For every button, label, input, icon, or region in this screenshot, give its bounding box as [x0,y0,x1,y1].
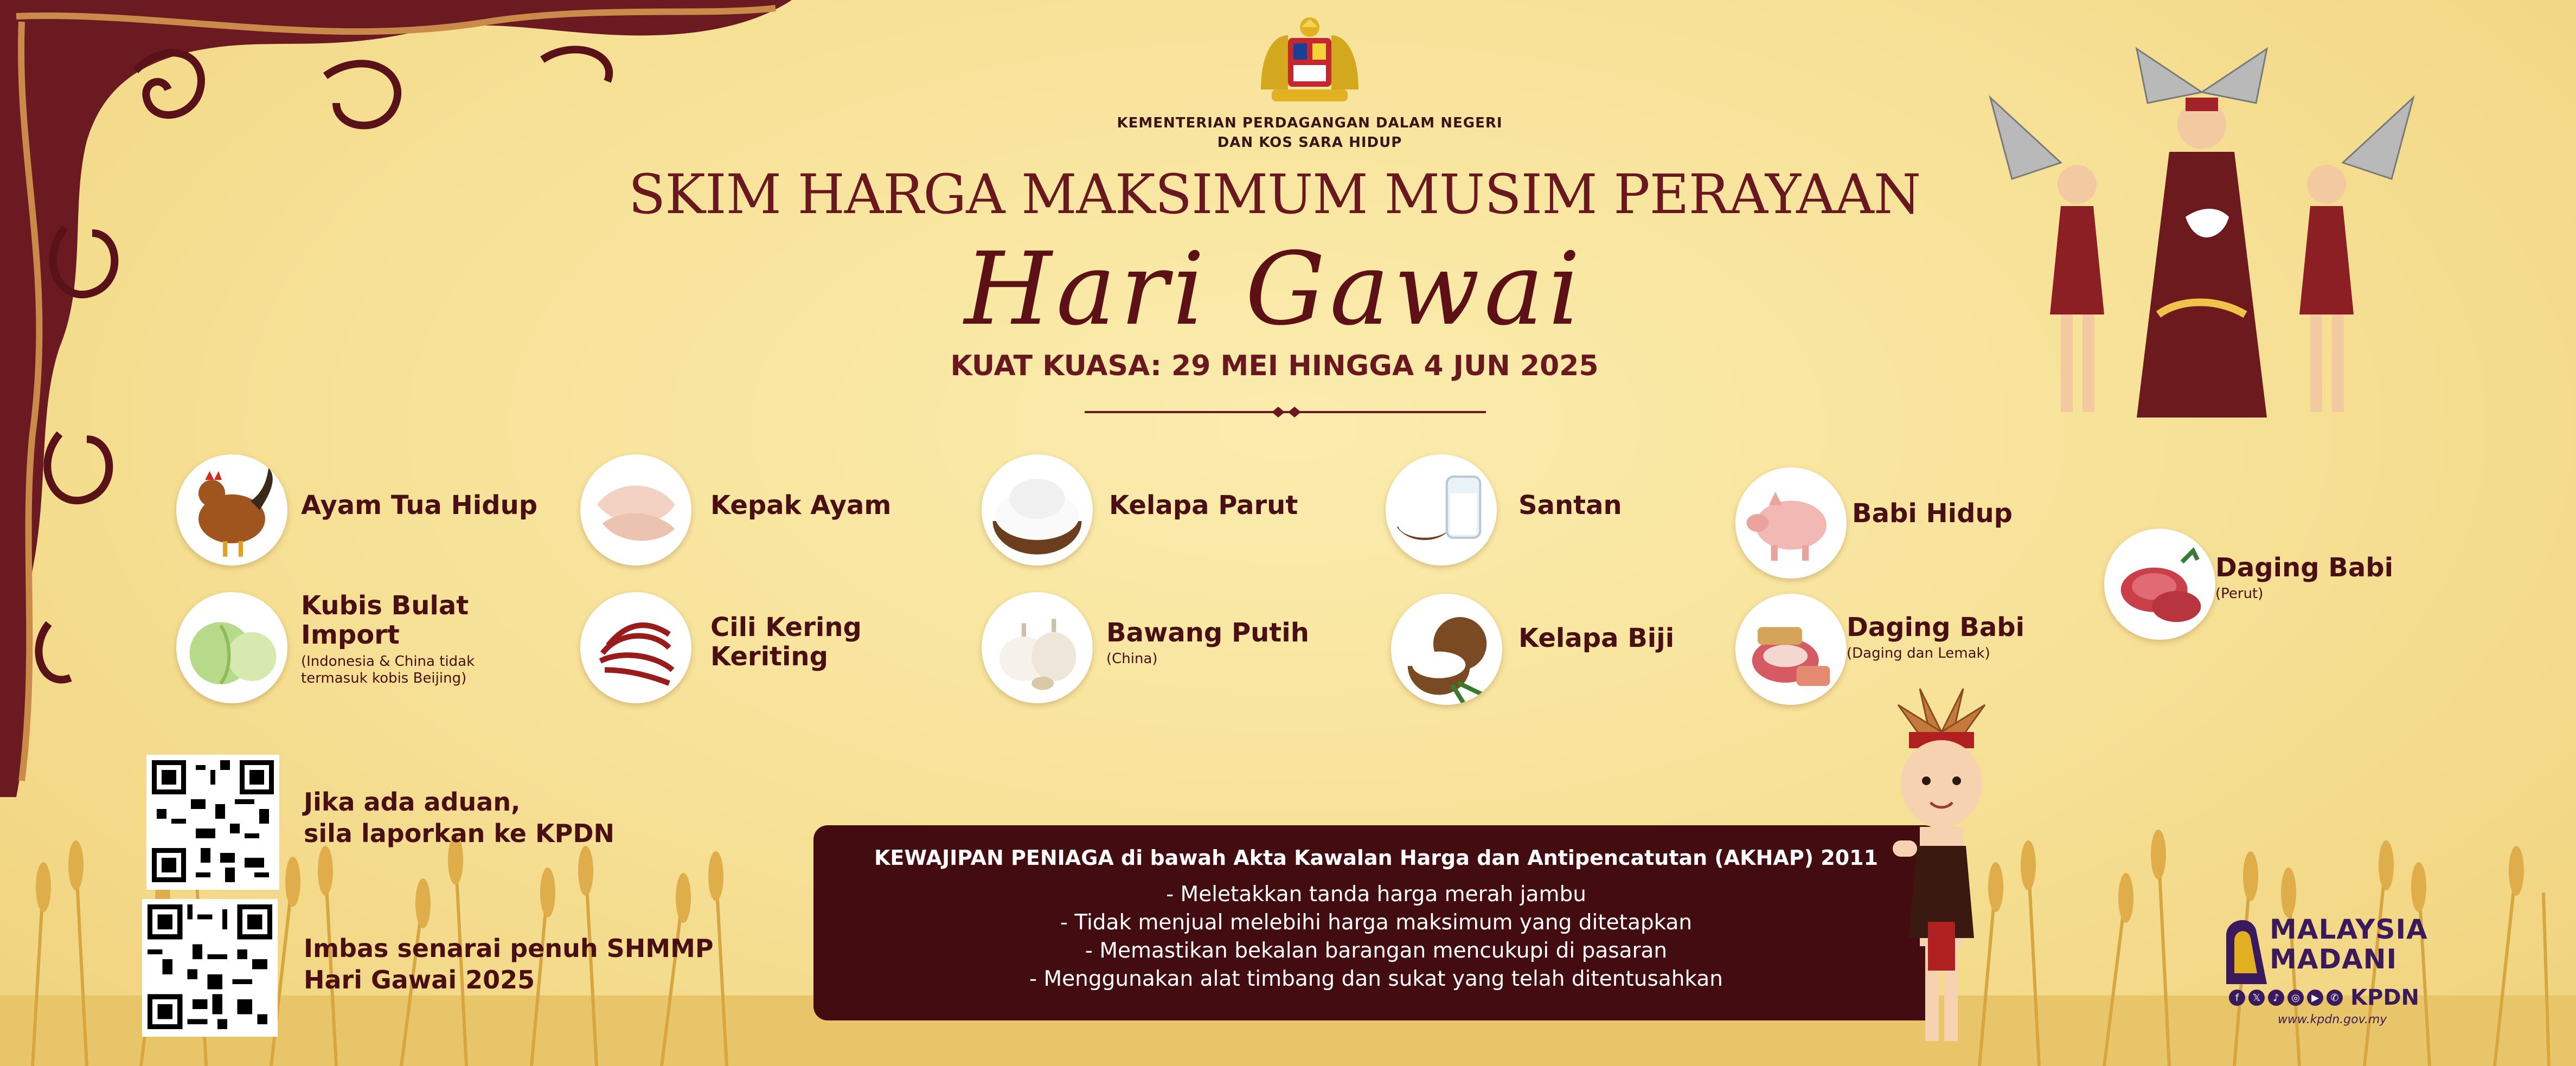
duty-line: - Meletakkan tanda harga merah jambu [1166,882,1586,907]
tiktok-icon[interactable]: ♪ [2268,990,2284,1006]
item-name-daging-babi-perut: Daging Babi [2215,553,2394,583]
coat-of-arms-emblem [1250,14,1369,108]
duty-line: - Memastikan bekalan barangan mencukupi di pasaran [1085,939,1668,963]
chicken-wing-icon [580,454,691,566]
kpdn-logo-text: KPDN [2350,985,2419,1010]
price-list-text-line2: Hari Gawai 2025 [304,965,535,994]
item-name-kubis-line1: Kubis Bulat [301,590,469,621]
item-name-kelapa-parut: Kelapa Parut [1109,490,1298,521]
price-list-text-line1: Imbas senarai penuh SHMMP [304,934,714,963]
corner-ornament [0,0,813,813]
item-note-daging-babi-perut: (Perut) [2215,586,2264,602]
qr-icon [152,760,274,882]
youtube-icon[interactable]: ▶ [2307,990,2323,1006]
complaint-text-line1: Jika ada aduan, [304,787,521,817]
item-name-cili-line2: Keriting [710,641,828,672]
item-note-bawang-putih: (China) [1106,651,1158,667]
complaint-text-line2: sila laporkan ke KPDN [304,819,615,848]
duty-title: KEWAJIPAN PENIAGA di bawah Akta Kawalan Harga dan Antipencatutan (AKHAP) 2011 [874,846,1879,870]
item-name-kelapa-biji: Kelapa Biji [1518,623,1675,653]
coconut-milk-icon [1386,454,1497,566]
item-note-kubis-line2: termasuk kobis Beijing) [301,670,467,686]
item-name-daging-babi-lemak: Daging Babi [1847,612,2025,643]
item-name-babi-hidup: Babi Hidup [1852,498,2013,529]
coconut-icon [1391,594,1502,705]
duty-line: - Tidak menjual melebihi harga maksimum yang ditetapkan [1060,910,1693,935]
ministry-name-line2: DAN KOS SARA HIDUP [1217,134,1402,151]
festival-name: Hari Gawai [964,230,1585,348]
x-icon[interactable]: 𝕏 [2248,990,2265,1006]
facebook-icon[interactable]: f [2229,990,2245,1006]
social-media-row [2229,987,2419,1009]
boy-mascot-illustration [1860,683,2023,1057]
website-link[interactable]: www.kpdn.gov.my [2278,1013,2387,1026]
trader-duties-box [813,825,1939,1020]
item-name-ayam-tua-hidup: Ayam Tua Hidup [301,490,538,521]
item-name-bawang-putih: Bawang Putih [1106,618,1309,648]
grated-coconut-icon [982,454,1093,566]
instagram-icon[interactable]: ◎ [2287,990,2304,1006]
item-note-kubis-line1: (Indonesia & China tidak [301,653,475,670]
madani-logo-line2: MADANI [2270,943,2398,975]
pork-belly-icon [2104,529,2215,640]
item-name-kubis-line2: Import [301,620,400,650]
cabbage-icon [176,592,287,703]
item-name-cili-line1: Cili Kering [710,612,862,643]
ornament-divider [1085,404,1486,420]
pig-icon [1735,467,1847,579]
madani-logo-line1: MALAYSIA [2270,914,2428,945]
item-note-daging-babi-lemak: (Daging dan Lemak) [1847,645,1990,662]
price-list-qr-code[interactable] [142,899,278,1037]
complaint-qr-code[interactable] [146,755,279,890]
rooster-icon [176,454,287,566]
dried-chili-icon [580,592,691,703]
whatsapp-icon[interactable]: ✆ [2327,990,2343,1006]
effective-dates: KUAT KUASA: 29 MEI HINGGA 4 JUN 2025 [950,350,1599,382]
item-name-kepak-ayam: Kepak Ayam [710,490,892,521]
garlic-icon [982,592,1093,703]
pork-meat-icon [1735,594,1847,705]
page-title: SKIM HARGA MAKSIMUM MUSIM PERAYAAN [628,163,1921,226]
gawai-dancers-illustration [1952,43,2451,434]
item-name-santan: Santan [1518,490,1622,521]
ministry-name-line1: KEMENTERIAN PERDAGANGAN DALAM NEGERI [1117,115,1503,131]
duty-line: - Menggunakan alat timbang dan sukat yang telah ditentusahkan [1029,967,1723,991]
qr-icon [148,904,272,1029]
